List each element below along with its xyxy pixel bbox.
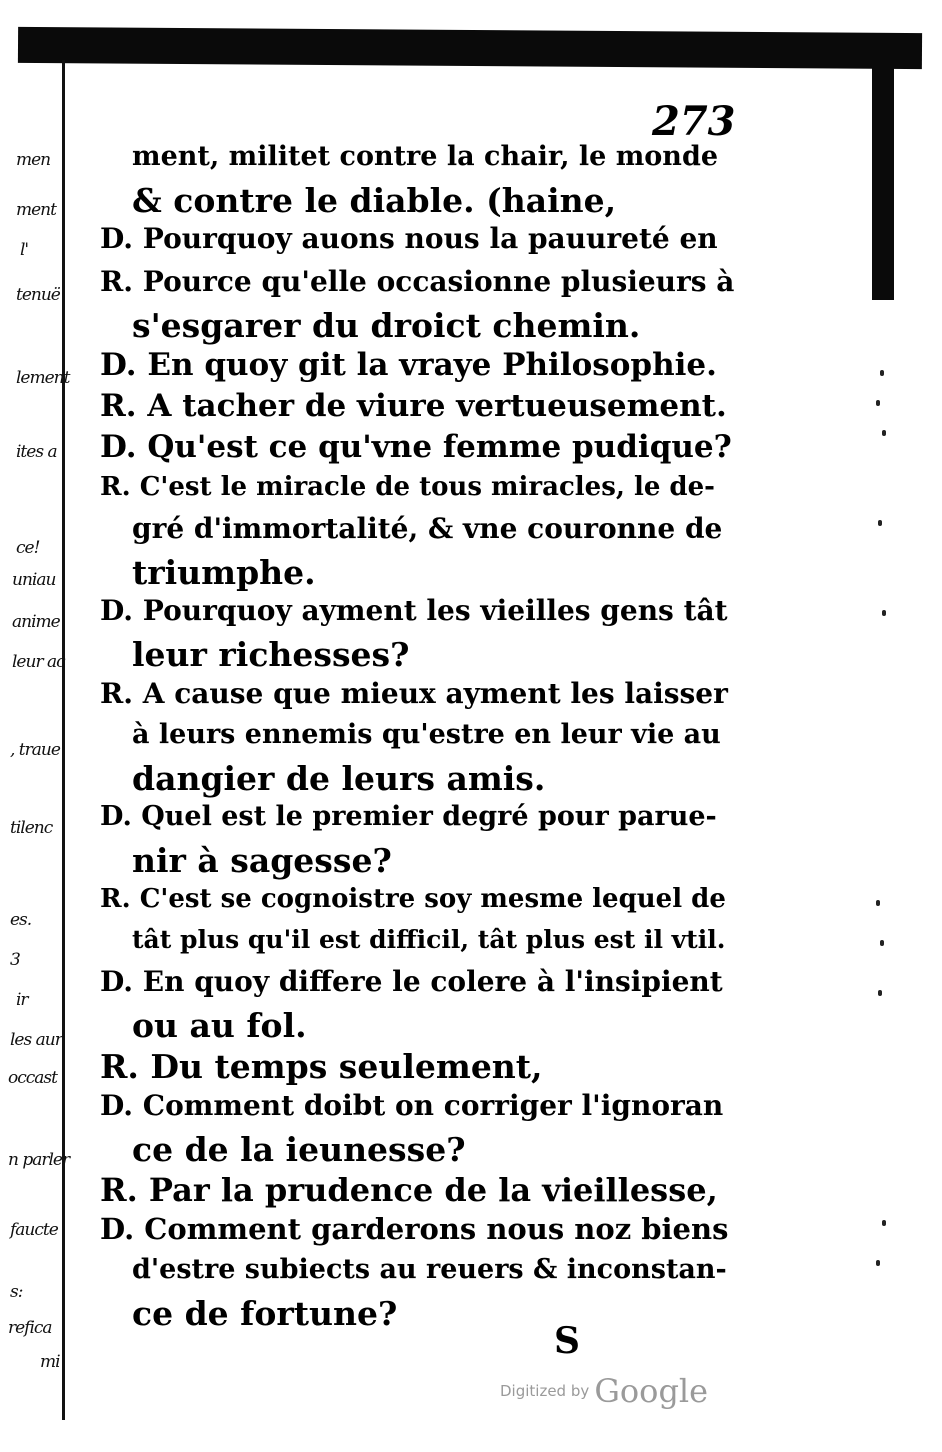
scan-dark-border-right (872, 40, 894, 300)
text-line: R. C'est se cognoistre soy mesme lequel de (100, 884, 726, 914)
margin-fragment: faucte (10, 1220, 58, 1240)
text-line: D. Pourquoy ayment les vieilles gens tât (100, 594, 728, 627)
text-line: ce de fortune? (132, 1294, 398, 1333)
margin-fragment: ir (16, 990, 28, 1010)
margin-fragment: tilenc (10, 818, 53, 838)
text-line: R. C'est le miracle de tous miracles, le de- (100, 472, 715, 502)
scan-dark-border-top (18, 27, 922, 69)
text-line: R. A cause que mieux ayment les laisser (100, 677, 728, 710)
margin-fragment: es. (10, 910, 32, 930)
margin-fragment: ment (16, 200, 56, 220)
text-line: triumphe. (132, 553, 316, 592)
margin-fragment: , traue (10, 740, 60, 760)
text-line: R. Du temps seulement, (100, 1047, 543, 1086)
margin-fragment: mi (40, 1352, 60, 1372)
margin-fragment: 3 (10, 950, 20, 970)
margin-fragment: l' (20, 240, 29, 260)
digitization-watermark (500, 1372, 708, 1410)
text-line: à leurs ennemis qu'estre en leur vie au (132, 719, 721, 750)
watermark-prefix: Digitized by (500, 1382, 590, 1400)
text-line: D. En quoy git la vraye Philosophie. (100, 347, 717, 383)
text-line: tât plus qu'il est difficil, tât plus est il vtil. (132, 925, 726, 954)
text-line: ou au fol. (132, 1006, 307, 1045)
text-line: R. Par la prudence de la vieillesse, (100, 1171, 718, 1209)
text-line: D. En quoy differe le colere à l'insipient (100, 965, 723, 998)
text-line: ce de la ieunesse? (132, 1130, 466, 1169)
margin-fragment: leur ac (12, 652, 65, 672)
page-gutter-line (62, 60, 65, 1420)
margin-fragment: lement (16, 368, 70, 388)
margin-fragment: ites a (16, 442, 57, 462)
margin-fragment: n parler (8, 1150, 70, 1170)
right-edge-specks (872, 300, 892, 1300)
text-line: d'estre subiects au reuers & inconstan- (132, 1254, 727, 1285)
text-line: nir à sagesse? (132, 841, 392, 880)
signature-mark: S (554, 1320, 580, 1362)
text-line: R. Pource qu'elle occasionne plusieurs à (100, 265, 735, 298)
margin-fragment: refica (8, 1318, 52, 1338)
text-line: s'esgarer du droict chemin. (132, 306, 641, 345)
margin-fragment: les aur (10, 1030, 62, 1050)
margin-fragment: tenuë (16, 285, 60, 305)
margin-fragment: uniau (12, 570, 56, 590)
text-line: D. Pourquoy auons nous la pauureté en (100, 222, 718, 255)
margin-fragment: men (16, 150, 51, 170)
page-number: 273 (652, 98, 736, 145)
text-line: dangier de leurs amis. (132, 759, 546, 798)
text-line: leur richesses? (132, 635, 410, 674)
margin-fragment: ce! (16, 538, 40, 558)
watermark-brand: Google (594, 1372, 709, 1410)
text-line: ment, militet contre la chair, le monde (132, 141, 718, 172)
text-line: D. Quel est le premier degré pour parue- (100, 801, 717, 832)
margin-fragment: occast (8, 1068, 57, 1088)
text-line: D. Comment garderons nous noz biens (100, 1212, 729, 1246)
text-line: gré d'immortalité, & vne couronne de (132, 512, 723, 545)
text-line: R. A tacher de viure vertueusement. (100, 388, 727, 424)
margin-fragment: anime (12, 612, 60, 632)
margin-fragment: s: (10, 1282, 23, 1302)
text-line: & contre le diable. (haine, (132, 181, 617, 220)
text-line: D. Comment doibt on corriger l'ignoran (100, 1089, 724, 1122)
text-line: D. Qu'est ce qu'vne femme pudique? (100, 429, 732, 465)
